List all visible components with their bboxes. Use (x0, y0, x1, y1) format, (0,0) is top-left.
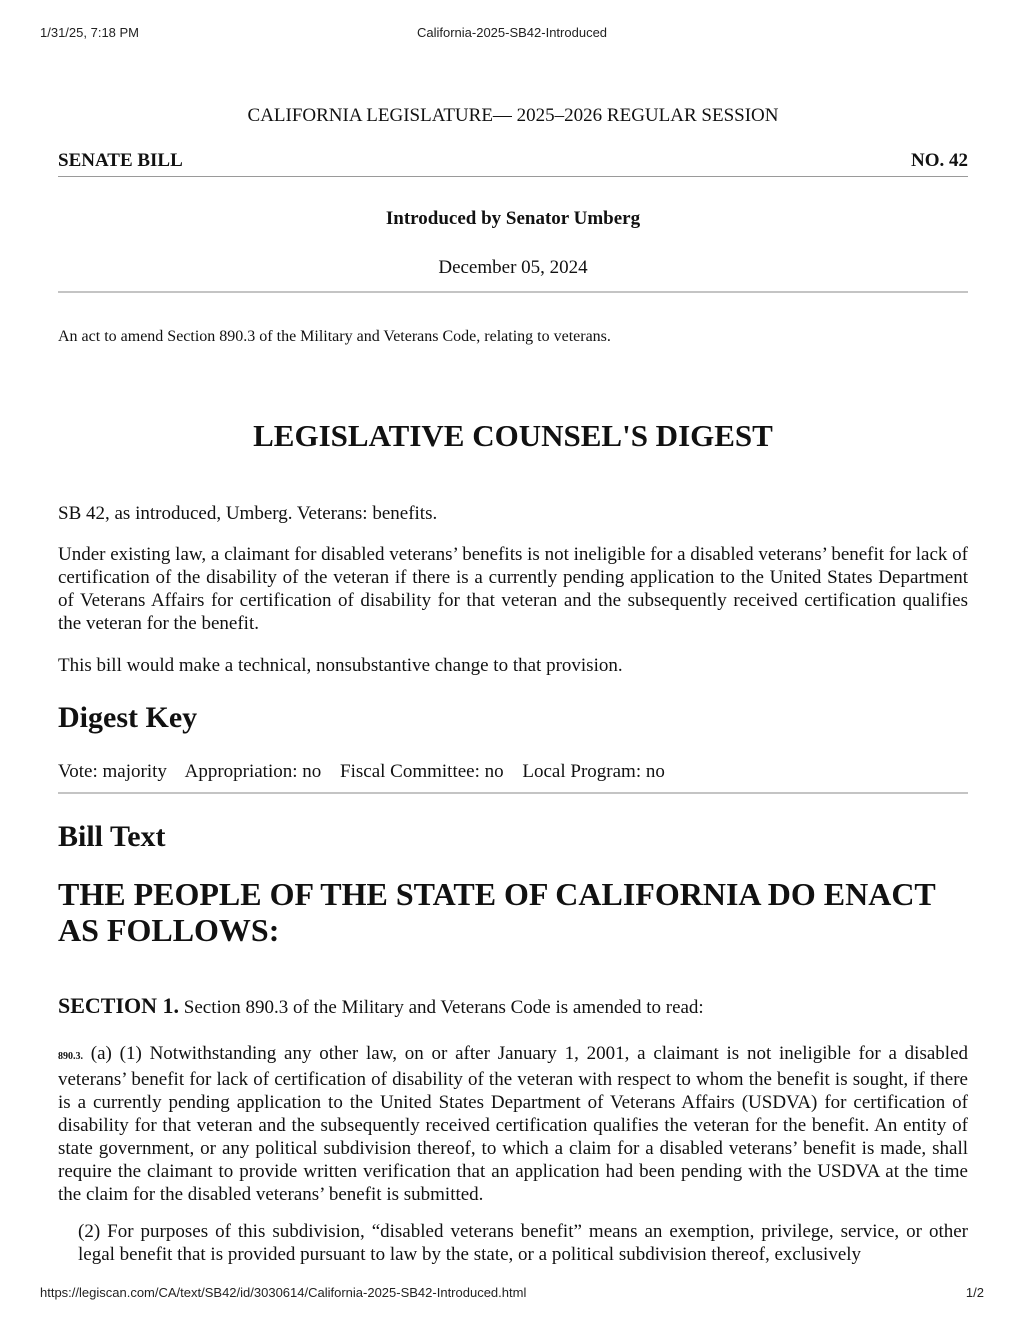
page-url: https://legiscan.com/CA/text/SB42/id/3030614/California-2025-SB42-Introduced.html (40, 1285, 527, 1300)
page-number: 1/2 (965, 1285, 984, 1300)
print-datetime: 1/31/25, 7:18 PM (40, 25, 140, 40)
bill-number: NO. 42 (911, 150, 968, 171)
digest-key-heading: Digest Key (58, 701, 198, 734)
act-title: An act to amend Section 890.3 of the Military and Veterans Code, relating to veterans. (58, 328, 611, 345)
enacting-clause: THE PEOPLE OF THE STATE OF CALIFORNIA DO ENACT AS FOLLOWS: (58, 876, 936, 948)
section-paragraph-a (58, 1042, 968, 1206)
section-label: SECTION 1. (58, 993, 180, 1018)
introduced-date: December 05, 2024 (438, 257, 588, 278)
print-header (40, 25, 984, 43)
digest-key-divider (58, 792, 968, 794)
fiscal-committee-value: Fiscal Committee: no (340, 761, 504, 782)
section-number: 890.3. (58, 1051, 83, 1062)
introduced-by: Introduced by Senator Umberg (385, 208, 641, 229)
bill-type: SENATE BILL (58, 150, 183, 171)
print-title: California-2025-SB42-Introduced (416, 25, 608, 40)
print-footer (40, 1285, 984, 1303)
digest-this-bill: This bill would make a technical, nonsubstantive change to that provision. (58, 655, 623, 676)
digest-summary: SB 42, as introduced, Umberg. Veterans: benefits. (58, 503, 438, 524)
bill-text-heading: Bill Text (58, 820, 166, 853)
digest-existing-law: Under existing law, a claimant for disabled veterans’ benefits is not ineligible for a disabled veterans’ benefit for lack of certification of the disability of the veteran if there is a currently pending application to the United States Department of Veterans Affairs for certification of disability for that veteran and the subsequently received certification qualifies the veteran for the benefit. (58, 544, 968, 634)
digest-key-values (58, 760, 968, 783)
appropriation-value: Appropriation: no (184, 761, 322, 782)
section-intro: Section 890.3 of the Military and Veterans Code is amended to read: (183, 997, 704, 1018)
vote-value: Vote: majority (58, 761, 167, 782)
session-title: CALIFORNIA LEGISLATURE— 2025–2026 REGULAR SESSION (247, 105, 779, 126)
local-program-value: Local Program: no (522, 761, 665, 782)
digest-title: LEGISLATIVE COUNSEL'S DIGEST (253, 418, 773, 453)
section-paragraph-2: (2) For purposes of this subdivision, “disabled veterans benefit” means an exemption, privilege, service, or other legal benefit that is provided pursuant to law by the state, or a political subdivision thereof, exclusively (78, 1221, 968, 1265)
section-1 (58, 994, 968, 1019)
paragraph-a-text: (a) (1) Notwithstanding any other law, on or after January 1, 2001, a claimant is not ineligible for a disabled veterans’ benefit for lack of certification of disability of the veteran with respect to whom the benefit is sought, if there is a currently pending application to the United States Department of Veterans Affairs (USDVA) for certification of disability for that veteran and the subsequently received certification qualifies the veteran for the benefit. An entity of state government, or any political subdivision thereof, to which a claim for a disabled veterans’ benefit is made, shall require the claimant to provide written verification that an application had been pending with the USDVA at the time the claim for the disabled veterans’ benefit is submitted. (58, 1043, 968, 1205)
bill-id-row (58, 150, 968, 177)
header-divider (58, 291, 968, 293)
